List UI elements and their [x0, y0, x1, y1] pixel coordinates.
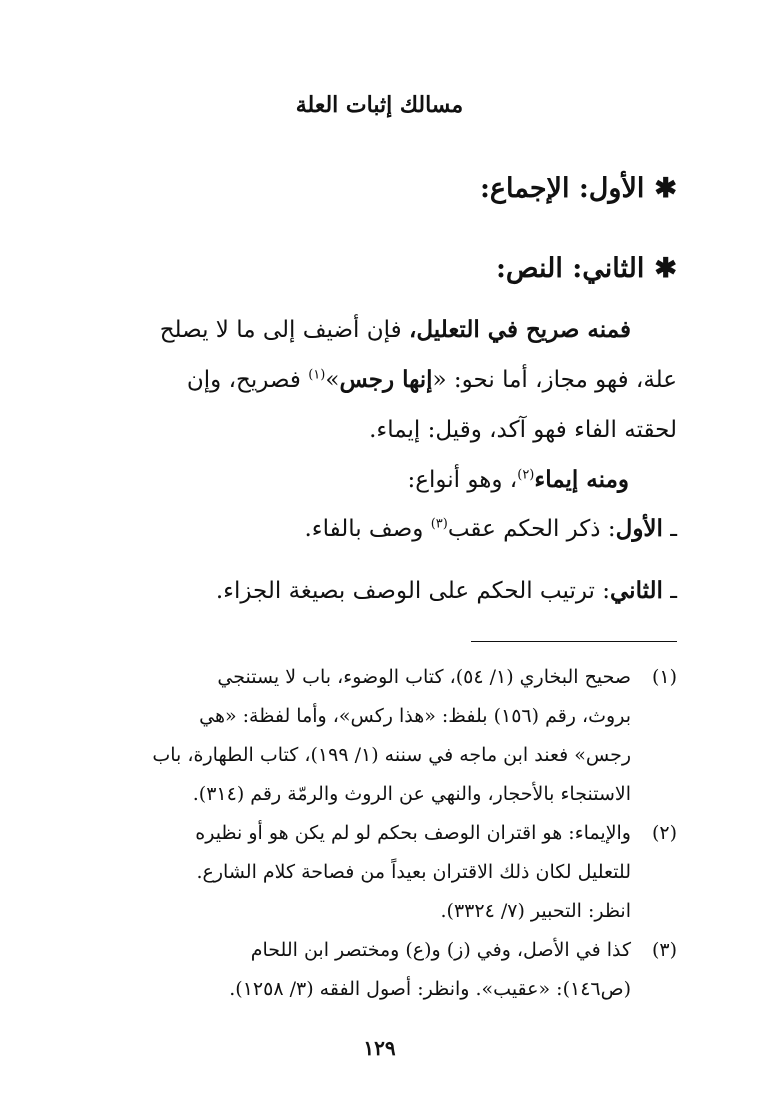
item-text: : ذكر الحكم عقب	[447, 516, 616, 542]
text-run: ، وهو أنواع:	[407, 467, 518, 493]
footnote-number: (٣)	[651, 939, 677, 961]
footnote-line: صحيح البخاري (١/ ٥٤)، كتاب الوضوء، باب لا يستنجي	[217, 666, 631, 688]
list-item-second	[216, 577, 677, 604]
footnote-3	[79, 931, 677, 1009]
item-text: وصف بالفاء.	[304, 516, 431, 542]
list-item-first	[304, 515, 677, 542]
asterisk-icon: ✱	[654, 173, 677, 204]
paragraph-line	[81, 305, 677, 355]
footnote-text	[79, 931, 631, 1009]
footnote-number: (٢)	[651, 822, 677, 844]
footnote-line: (ص١٤٦): «عقيب». وانظر: أصول الفقه (٣/ ١٢٥٨).	[229, 978, 631, 1000]
page-number: ١٢٩	[363, 1036, 396, 1060]
footnote-line: انظر: التحبير (٧/ ٣٣٢٤).	[440, 900, 631, 922]
paragraph-line	[81, 355, 677, 405]
heading-first-text: الأول: الإجماع:	[479, 173, 645, 204]
footnote-text	[79, 814, 631, 931]
item-label: الأول	[615, 515, 663, 542]
text-run: فإن أضيف إلى ما لا يصلح	[159, 317, 409, 343]
paragraph-ima	[408, 455, 629, 505]
item-text: : ترتيب الحكم على الوصف بصيغة الجزاء.	[215, 578, 611, 604]
bold-phrase: فمنه صريح في التعليل،	[408, 316, 631, 343]
footnote-line: للتعليل لكان ذلك الاقتران بعيداً من فصاحة كلام الشارع.	[196, 861, 631, 883]
heading-second-text: الثاني: النص:	[495, 253, 645, 284]
footnote-line: الاستنجاء بالأحجار، والنهي عن الروث والرمّة رقم (٣١٤).	[192, 783, 631, 805]
heading-first-ijma	[480, 173, 677, 204]
footnote-line: والإيماء: هو اقتران الوصف بحكم لو لم يكن هو أو نظيره	[195, 822, 631, 844]
footnote-marker-3: (٣)	[430, 516, 448, 532]
dash: ـ	[662, 578, 677, 604]
footnote-line: رجس» فعند ابن ماجه في سننه (١/ ١٩٩)، كتاب الطهارة، باب	[152, 744, 631, 766]
footnote-marker-1: (١)	[308, 367, 326, 383]
text-run: »	[325, 367, 340, 393]
quoted-bold-phrase: إنها رجس	[339, 366, 433, 393]
footnote-line: بروث، رقم (١٥٦) بلفظ: «هذا ركس»، وأما لفظة: «هي	[199, 705, 631, 727]
footnote-number: (١)	[651, 666, 677, 688]
footnote-2	[79, 814, 677, 931]
footnote-separator	[471, 641, 677, 642]
footnote-text	[79, 658, 631, 814]
item-label: الثاني	[610, 577, 663, 604]
footnote-marker-2: (٢)	[517, 467, 535, 483]
text-run: فصريح، وإن	[186, 367, 309, 393]
dash: ـ	[662, 516, 677, 542]
asterisk-icon: ✱	[654, 253, 677, 284]
bold-phrase: ومنه إيماء	[534, 466, 629, 493]
page-title: مسالك إثبات العلة	[295, 92, 464, 118]
footnote-1	[79, 658, 677, 814]
paragraph-explicit	[81, 305, 677, 455]
footnote-line: كذا في الأصل، وفي (ز) و(ع) ومختصر ابن اللحام	[250, 939, 631, 961]
paragraph-line: لحقته الفاء فهو آكد، وقيل: إيماء.	[369, 417, 677, 443]
text-run: علة، فهو مجاز، أما نحو: «	[432, 367, 677, 393]
heading-second-nass	[496, 253, 677, 284]
